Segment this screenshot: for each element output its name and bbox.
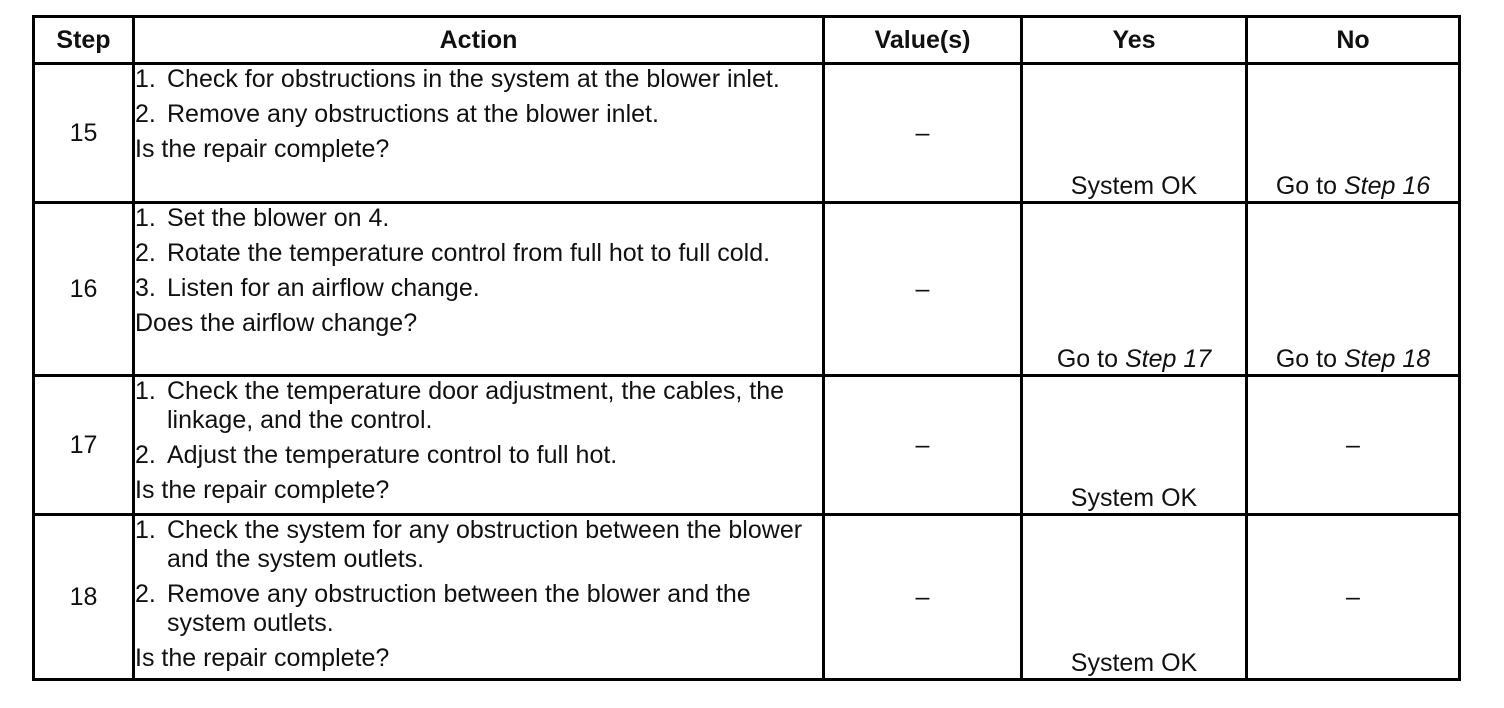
table-row-step-16 <box>34 203 1460 376</box>
action-item-text: Check for obstructions in the system at the blower inlet. <box>167 65 780 93</box>
action-item-number: 1. <box>135 65 156 93</box>
yes-result: System OK <box>1022 64 1247 203</box>
action-cell <box>134 203 824 376</box>
action-item-text: Rotate the temperature control from full hot to full cold. <box>167 239 771 267</box>
no-result-prefix: Go to <box>1275 172 1344 200</box>
value-cell: – <box>824 64 1022 203</box>
no-result: – <box>1247 515 1460 680</box>
action-item-text: Remove any obstructions at the blower inlet. <box>167 100 659 128</box>
no-result <box>1247 64 1460 203</box>
header-no: No <box>1247 17 1460 64</box>
yes-result-step-ref: Step 17 <box>1124 345 1212 373</box>
action-item-number: 2. <box>135 441 156 469</box>
yes-result <box>1022 203 1247 376</box>
value-cell: – <box>824 515 1022 680</box>
no-result <box>1247 203 1460 376</box>
no-result-step-ref: Step 16 <box>1343 172 1431 200</box>
diagnostic-table-frame <box>32 15 1458 681</box>
action-item <box>135 274 822 303</box>
action-question: Is the repair complete? <box>135 476 390 504</box>
action-item-number: 2. <box>135 239 156 267</box>
step-number: 15 <box>34 64 134 203</box>
action-item-text: Set the blower on 4. <box>167 204 390 232</box>
table-row-step-18 <box>34 515 1460 680</box>
action-item-number: 3. <box>135 274 156 302</box>
yes-result: System OK <box>1022 515 1247 680</box>
action-item <box>135 580 822 638</box>
action-item-text: Check the system for any obstruction between the blower and the system outlets. <box>167 516 803 573</box>
action-item-text: Remove any obstruction between the blower and the system outlets. <box>167 580 751 637</box>
action-question: Is the repair complete? <box>135 644 390 672</box>
action-item <box>135 239 822 268</box>
action-item-number: 1. <box>135 204 156 232</box>
table-row-step-15 <box>34 64 1460 203</box>
step-number: 18 <box>34 515 134 680</box>
action-item-text: Adjust the temperature control to full hot. <box>167 441 618 469</box>
yes-result-prefix: Go to <box>1056 345 1125 373</box>
table-row-step-17 <box>34 376 1460 515</box>
action-item-text: Check the temperature door adjustment, the cables, the linkage, and the control. <box>167 377 785 434</box>
action-item-number: 1. <box>135 516 156 544</box>
value-cell: – <box>824 203 1022 376</box>
action-item <box>135 100 822 129</box>
no-result-prefix: Go to <box>1275 345 1344 373</box>
header-yes: Yes <box>1022 17 1247 64</box>
no-result: – <box>1247 376 1460 515</box>
action-item-number: 2. <box>135 100 156 128</box>
action-cell <box>134 515 824 680</box>
action-item <box>135 516 822 574</box>
header-row <box>34 17 1460 64</box>
no-result-step-ref: Step 18 <box>1343 345 1431 373</box>
action-cell <box>134 64 824 203</box>
header-values: Value(s) <box>824 17 1022 64</box>
action-item-number: 1. <box>135 377 156 405</box>
action-item-number: 2. <box>135 580 156 608</box>
diagnostic-table <box>32 15 1461 681</box>
step-number: 16 <box>34 203 134 376</box>
action-item <box>135 377 822 435</box>
action-question: Does the airflow change? <box>135 309 418 337</box>
action-item <box>135 65 822 94</box>
action-question: Is the repair complete? <box>135 135 390 163</box>
value-cell: – <box>824 376 1022 515</box>
action-item <box>135 204 822 233</box>
header-step: Step <box>34 17 134 64</box>
action-cell <box>134 376 824 515</box>
header-action: Action <box>134 17 824 64</box>
yes-result: System OK <box>1022 376 1247 515</box>
step-number: 17 <box>34 376 134 515</box>
action-item-text: Listen for an airflow change. <box>167 274 480 302</box>
action-item <box>135 441 822 470</box>
